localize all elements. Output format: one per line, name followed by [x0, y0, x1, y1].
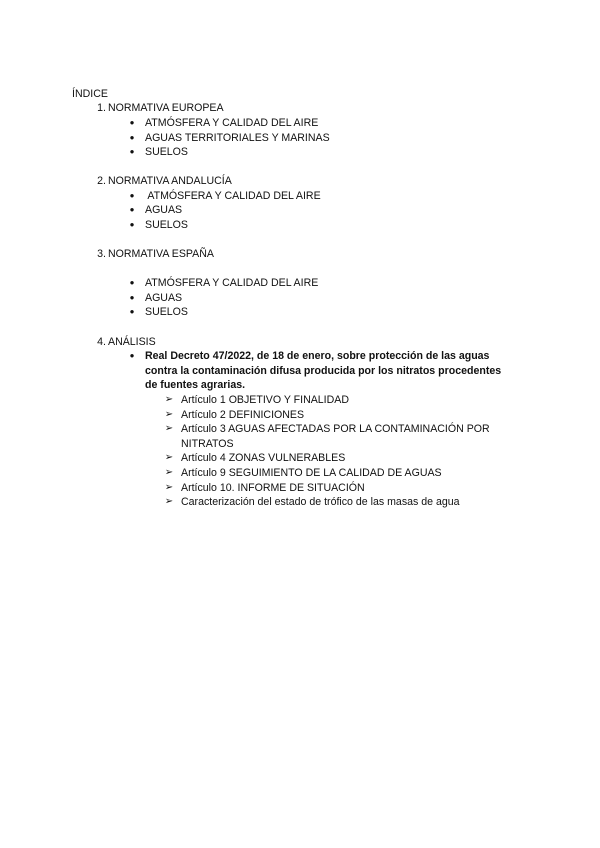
article-item-continuation: NITRATOS: [181, 438, 234, 450]
arrow-bullet-icon: ➢: [164, 394, 174, 405]
bullet-icon: ●: [129, 118, 135, 127]
arrow-bullet-icon: ➢: [164, 467, 174, 478]
bullet-icon: ●: [129, 220, 135, 229]
index-title: ÍNDICE: [72, 88, 108, 100]
section-3-item: SUELOS: [145, 306, 188, 318]
section-2-item: AGUAS: [145, 204, 183, 216]
section-3-heading: NORMATIVA ESPAÑA: [108, 248, 214, 260]
bullet-icon: ●: [129, 293, 135, 302]
bullet-icon: ●: [129, 191, 135, 200]
article-item: Artículo 2 DEFINICIONES: [181, 409, 305, 421]
bullet-icon: ●: [129, 147, 135, 156]
section-2-heading: NORMATIVA ANDALUCÍA: [108, 175, 232, 187]
bullet-icon: ●: [129, 351, 135, 360]
section-2-item: SUELOS: [145, 219, 188, 231]
arrow-bullet-icon: ➢: [164, 482, 174, 493]
section-2-item: ATMÓSFERA Y CALIDAD DEL AIRE: [145, 190, 321, 202]
article-item: Artículo 10. INFORME DE SITUACIÓN: [181, 482, 365, 494]
bullet-icon: ●: [129, 307, 135, 316]
section-3-item: ATMÓSFERA Y CALIDAD DEL AIRE: [145, 277, 319, 289]
article-item: Artículo 3 AGUAS AFECTADAS POR LA CONTAMINACIÓN POR: [181, 423, 490, 435]
arrow-bullet-icon: ➢: [164, 496, 174, 507]
decree-title-line-1: Real Decreto 47/2022, de 18 de enero, sobre protección de las aguas: [145, 350, 490, 362]
bullet-icon: ●: [129, 133, 135, 142]
arrow-bullet-icon: ➢: [164, 423, 174, 434]
arrow-bullet-icon: ➢: [164, 409, 174, 420]
article-item: Artículo 4 ZONAS VULNERABLES: [181, 452, 346, 464]
article-item: Artículo 1 OBJETIVO Y FINALIDAD: [181, 394, 349, 406]
decree-title-line-3: de fuentes agrarias.: [145, 379, 246, 391]
section-3-item: AGUAS: [145, 292, 183, 304]
section-1-item: AGUAS TERRITORIALES Y MARINAS: [145, 132, 330, 144]
article-item: Caracterización del estado de trófico de las masas de agua: [181, 496, 460, 508]
section-4-heading: ANÁLISIS: [108, 336, 156, 348]
section-1-heading: NORMATIVA EUROPEA: [108, 102, 224, 114]
bullet-icon: ●: [129, 278, 135, 287]
section-1-item: SUELOS: [145, 146, 188, 158]
arrow-bullet-icon: ➢: [164, 452, 174, 463]
article-item: Artículo 9 SEGUIMIENTO DE LA CALIDAD DE AGUAS: [181, 467, 442, 479]
decree-title-line-2: contra la contaminación difusa producida por los nitratos procedentes: [145, 365, 502, 377]
document-page: ÍNDICE 1. NORMATIVA EUROPEA ● ATMÓSFERA Y CALIDAD DEL AIRE ● AGUAS TERRITORIALES Y MARINAS ● SUELOS 2. NORMATIVA ANDALUCÍA ● ATMÓSFERA Y CALIDAD DEL AIRE ● AGUAS ● SUELOS 3. NORMATIVA ESPAÑA ● ATMÓSFERA Y CALIDAD DEL AIRE ● AGUAS ● SUELOS 4. ANÁLISIS ● Real Decreto 47/2022, de 18 de enero, sobre protección de las aguas contra la contaminación difusa producida por los nitratos procedentes de fuentes agrarias. ➢ Artículo 1 OBJETIVO Y FINALIDAD ➢ Artículo 2 DEFINICIONES ➢ Artículo 3 AGUAS AFECTADAS POR LA CONTAMINACIÓN POR NITRATOS ➢ Artículo 4 ZONAS VULNERABLES ➢ Artículo 9 SEGUIMIENTO DE LA CALIDAD DE AGUAS ➢ Artículo 10. INFORME DE SITUACIÓN ➢ Caracterización del estado de trófico de las masas de agua: [72, 88, 502, 508]
bullet-icon: ●: [129, 205, 135, 214]
section-1-item: ATMÓSFERA Y CALIDAD DEL AIRE: [145, 117, 319, 129]
